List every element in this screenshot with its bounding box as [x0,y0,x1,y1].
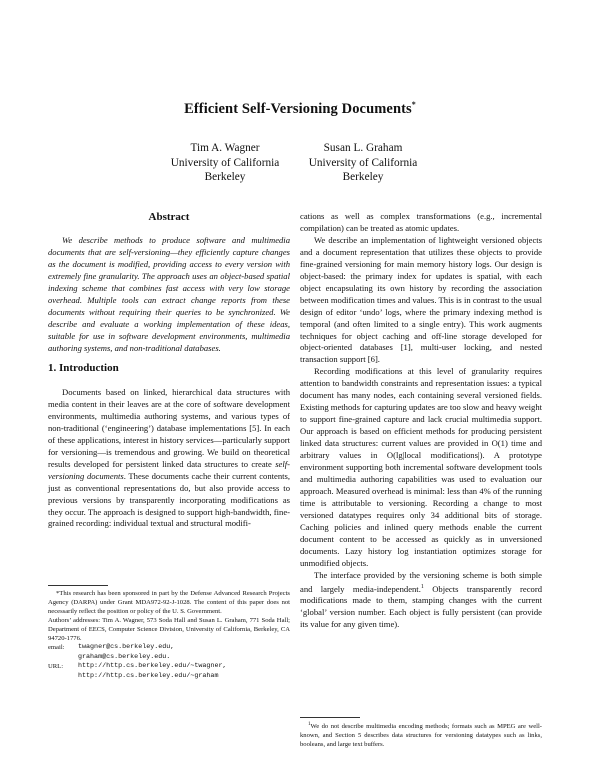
section-heading-introduction: 1. Introduction [48,362,119,374]
url-link-2[interactable]: http://http.cs.berkeley.edu/~graham [78,672,219,681]
footnote-email-row-2 [48,652,290,662]
url-link-1[interactable]: http://http.cs.berkeley.edu/~twagner, [78,662,227,671]
footnote-divider [300,717,360,718]
footnote-email-row [48,643,290,652]
author-block-2 [263,141,463,185]
paragraph-granularity: Recording modifications at this level of granularity requires attention to bandwidth constraints and representation issues: a typical document has many nodes, each containing several versioned fields. Existing methods for capturing updates are too slow and heavy weight to support fine-grained capture and lack crucial multimedia support. Our approach is based on efficient methods for producing persistent linked data structures: current values are provided in O(1) time and arbitrary values in O(lg|local modifications|). A prototype environment supporting both incremental software development tools and multimedia authoring capabilities was used to evaluation our approach. Measured overhead is minimal: less than 4% of the running time is attributable to versioning. Recording a change to most versioned datatypes requires only 34 additional bits of storage. Caching policies and inlined query methods enable the current document content to be accessed as quickly as in unversioned documents. Lazy history log instantiation optimizes storage for unmodified objects. [300,366,543,568]
paper-title: Efficient Self-Versioning Documents* [184,100,416,117]
footnote-divider [48,585,108,586]
email-link-1[interactable]: twagner@cs.berkeley.edu, [78,643,175,652]
author-affiliation: University of California [170,156,280,169]
paragraph-implementation: We describe an implementation of lightweight versioned objects and a document representation that utilizes these objects to provide fine-grained versioning for main memory history logs. Our design is object-based: the primary index for updates is spatial, with each object encapsulating its own history by recording the association between modification times and values. This is in contrast to the usual design of editor ‘undo’ logs, where the primary indexing method is temporal (and often limited to a single entry). This work augments techniques for object caching and off-line storage developed for object-oriented databases [1], multi-user locking, and nested transaction support [6]. [300,234,542,365]
abstract-text: We describe methods to produce software and multimedia documents that are self-versioning—they efficiently capture changes as the document is modified, providing access to every version with extremely fine granularity. The approach uses an object-based spatial indexing scheme that combines fast access with very low storage overhead. Multiple tools can extract change reports from these documents without requiring their queries to be synchronized. We describe and evaluate a working implementation of these ideas, suitable for use in software development environments, multimedia authoring systems, and non-traditional databases. [48,235,290,353]
email-label: email: [48,644,65,652]
introduction-paragraph: Documents based on linked, hierarchical data structures with media content in their leaves are at the core of software development environments, multimedia authoring systems, and various types of non-traditional (‘engineering’) database implementations [5]. In each of these applications, interest in history services—particularly support for versioning—is tremendous and growing. We build on theoretical results developed for persistent linked data structures to create self-versioning documents. These documents cache their current contents, just as conventional representations do, but also provide access to previous versions by transparently incorporating modifications as they occur. The approach is designed to support high-bandwidth, fine-grained recording: individual textual and structural modifi- [48,387,290,529]
footnote-url-row [48,662,290,671]
abstract-heading: Abstract [148,211,190,223]
footnote-mark: 1 [308,722,311,727]
footnote-left [48,589,290,681]
footnote-url-row-2 [48,671,290,681]
paragraph-continuation: cations as well as complex transformations (e.g., incremental compilation) can be treated as atomic updates. [300,211,542,233]
url-label: URL: [48,663,64,671]
footnote-right: $^1$We do not describe multimedia encoding methods; formats such as MPEG are well-known, and Section 5 describes data structures for versioning datatypes such as links, booleans, and large text buffers. [300,722,542,749]
emphasis-term: self-versioning documents [48,458,290,481]
right-column-body [300,211,542,631]
title-footnote-mark: * [411,100,416,109]
email-link-2[interactable]: graham@cs.berkeley.edu. [78,653,171,662]
footnote-ref-1: 1 [420,583,424,590]
author-location: Berkeley [342,171,384,183]
author-name: Tim A. Wagner [190,142,260,154]
footnote-addresses: Authors’ addresses: Tim A. Wagner, 573 Soda Hall and Susan L. Graham, 771 Soda Hall; Department of EECS, Computer Science Division, University of California, Berkeley, CA 94720-1776. [48,617,290,643]
author-location: Berkeley [204,171,246,183]
author-affiliation: University of California [308,156,418,169]
paragraph-interface: The interface provided by the versioning scheme is both simple and largely media-independent.$^1$ Objects transparently record modifications made to them, stamping changes with the current ‘global’ version number. Each object is fully persistent (can provide its value for any given time). [300,569,542,630]
author-name: Susan L. Graham [323,142,403,154]
footnote-sponsor: *This research has been sponsored in part by the Defense Advanced Research Projects Agency (DARPA) under Grant MDA972-92-J-1028. The content of this paper does not necessarily reflect the position or policy of the U. S. Government. [48,590,290,616]
